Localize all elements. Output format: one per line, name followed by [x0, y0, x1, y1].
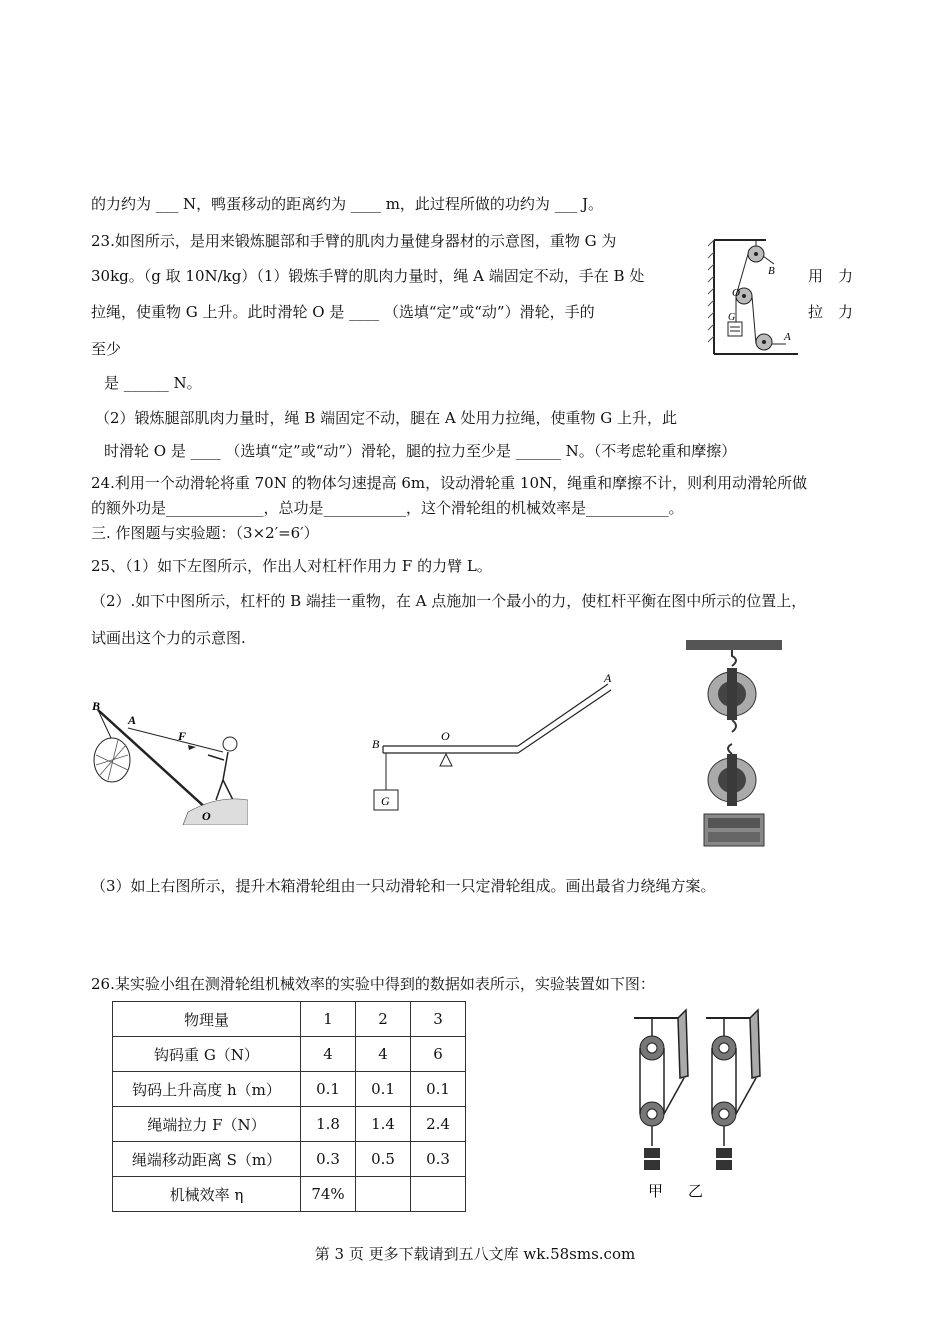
table-row — [113, 1107, 466, 1142]
fig25b-label-g: G — [381, 794, 390, 808]
table-cell: 74% — [301, 1177, 356, 1212]
pulley-box-figure — [684, 638, 784, 850]
q23-line2-right: 用 力 — [808, 267, 854, 285]
table-cell: 钩码重 G（N） — [113, 1037, 301, 1072]
table-cell: 0.1 — [356, 1072, 411, 1107]
table-cell: 绳端移动距离 S（m） — [113, 1142, 301, 1177]
q23-line3: 拉绳，使重物 G 上升。此时滑轮 O 是 ____ （选填“定”或“动”）滑轮，手的 — [91, 303, 595, 321]
table-cell: 机械效率 η — [113, 1177, 301, 1212]
fig26-label-jia: 甲 — [648, 1182, 664, 1200]
table-row — [113, 1177, 466, 1212]
table-cell: 绳端拉力 F（N） — [113, 1107, 301, 1142]
q24-line1: 24.利用一个动滑轮将重 70N 的物体匀速提高 6m，设动滑轮重 10N，绳重和摩擦不计，则利用动滑轮所做 — [91, 474, 808, 492]
table-cell: 1.4 — [356, 1107, 411, 1142]
fig25b-label-b: B — [372, 737, 380, 751]
q25-line3: 试画出这个力的示意图. — [91, 629, 246, 647]
table-cell: 物理量 — [113, 1002, 301, 1037]
table-header-row — [113, 1002, 466, 1037]
section3-heading: 三. 作图题与实验题：（3×2′=6′） — [91, 524, 319, 542]
table-cell: 2.4 — [411, 1107, 466, 1142]
q23-line3-right: 拉 力 — [808, 303, 854, 321]
q24-line2: 的额外功是_____________，总功是___________，这个滑轮组的机械效率是___________。 — [91, 499, 684, 517]
pulley-setups-figure — [626, 1006, 776, 1206]
table-cell: 0.3 — [411, 1142, 466, 1177]
table-cell: 0.3 — [301, 1142, 356, 1177]
table-cell — [411, 1177, 466, 1212]
q26-data-table — [112, 1001, 466, 1212]
table-row — [113, 1072, 466, 1107]
fig23-label-a: A — [784, 331, 791, 343]
table-cell: 0.5 — [356, 1142, 411, 1177]
table-row — [113, 1037, 466, 1072]
table-row — [113, 1142, 466, 1177]
fitness-pulley-figure — [706, 234, 806, 360]
table-cell — [356, 1177, 411, 1212]
q26-intro: 26.某实验小组在测滑轮组机械效率的实验中得到的数据如表所示，实验装置如下图： — [91, 975, 655, 993]
fig25a-label-o: O — [202, 809, 211, 823]
table-cell: 钩码上升高度 h（m） — [113, 1072, 301, 1107]
table-cell: 1 — [301, 1002, 356, 1037]
fig25a-label-a: A — [128, 713, 137, 727]
q25-line4: （3）如上右图所示，提升木箱滑轮组由一只动滑轮和一只定滑轮组成。画出最省力绕绳方案。 — [91, 877, 716, 895]
q23-line6: （2）锻炼腿部肌肉力量时，绳 B 端固定不动，腿在 A 处用力拉绳，使重物 G 上升，此 — [95, 409, 677, 427]
fig26-label-yi: 乙 — [688, 1182, 704, 1200]
fig23-label-o: O — [732, 287, 740, 299]
page-footer: 第 3 页 更多下载请到五八文库 wk.58sms.com — [314, 1245, 636, 1263]
table-cell: 0.1 — [301, 1072, 356, 1107]
q23-line2: 30kg。（g 取 10N/kg）（1）锻炼手臂的肌肉力量时，绳 A 端固定不动，手在 B 处 — [91, 267, 645, 285]
q25-line1: 25、（1）如下左图所示，作出人对杠杆作用力 F 的力臂 L。 — [91, 557, 492, 575]
q23-line1: 23.如图所示，是用来锻炼腿部和手臂的肌肉力量健身器材的示意图，重物 G 为 — [91, 232, 617, 250]
fig25a-label-b: B — [92, 700, 101, 713]
table-cell: 1.8 — [301, 1107, 356, 1142]
q23-line7: 时滑轮 O 是 ____ （选填“定”或“动”）滑轮，腿的拉力至少是 ______ N。（不考虑轮重和摩擦） — [104, 442, 737, 460]
table-cell: 2 — [356, 1002, 411, 1037]
table-cell: 4 — [301, 1037, 356, 1072]
table-cell: 6 — [411, 1037, 466, 1072]
table-cell: 0.1 — [411, 1072, 466, 1107]
fig25b-label-o: O — [441, 729, 450, 743]
q23-line4: 至少 — [91, 340, 122, 358]
bent-lever-figure — [368, 668, 628, 818]
fig23-label-g: G — [728, 312, 736, 323]
fig25a-label-f: F — [178, 729, 187, 743]
table-cell: 3 — [411, 1002, 466, 1037]
q22-tail: 的力约为 ___ N，鸭蛋移动的距离约为 ____ m，此过程所做的功约为 ___ J。 — [91, 195, 603, 213]
table-cell: 4 — [356, 1037, 411, 1072]
fig23-label-b: B — [768, 265, 775, 277]
fig25b-label-a: A — [604, 671, 612, 685]
q25-line2: （2）.如下中图所示，杠杆的 B 端挂一重物，在 A 点施加一个最小的力，使杠杆平衡在图中所示的位置上， — [91, 592, 807, 610]
q23-line5: 是 ______ N。 — [104, 374, 202, 392]
fishing-rod-lever-figure — [88, 700, 248, 825]
